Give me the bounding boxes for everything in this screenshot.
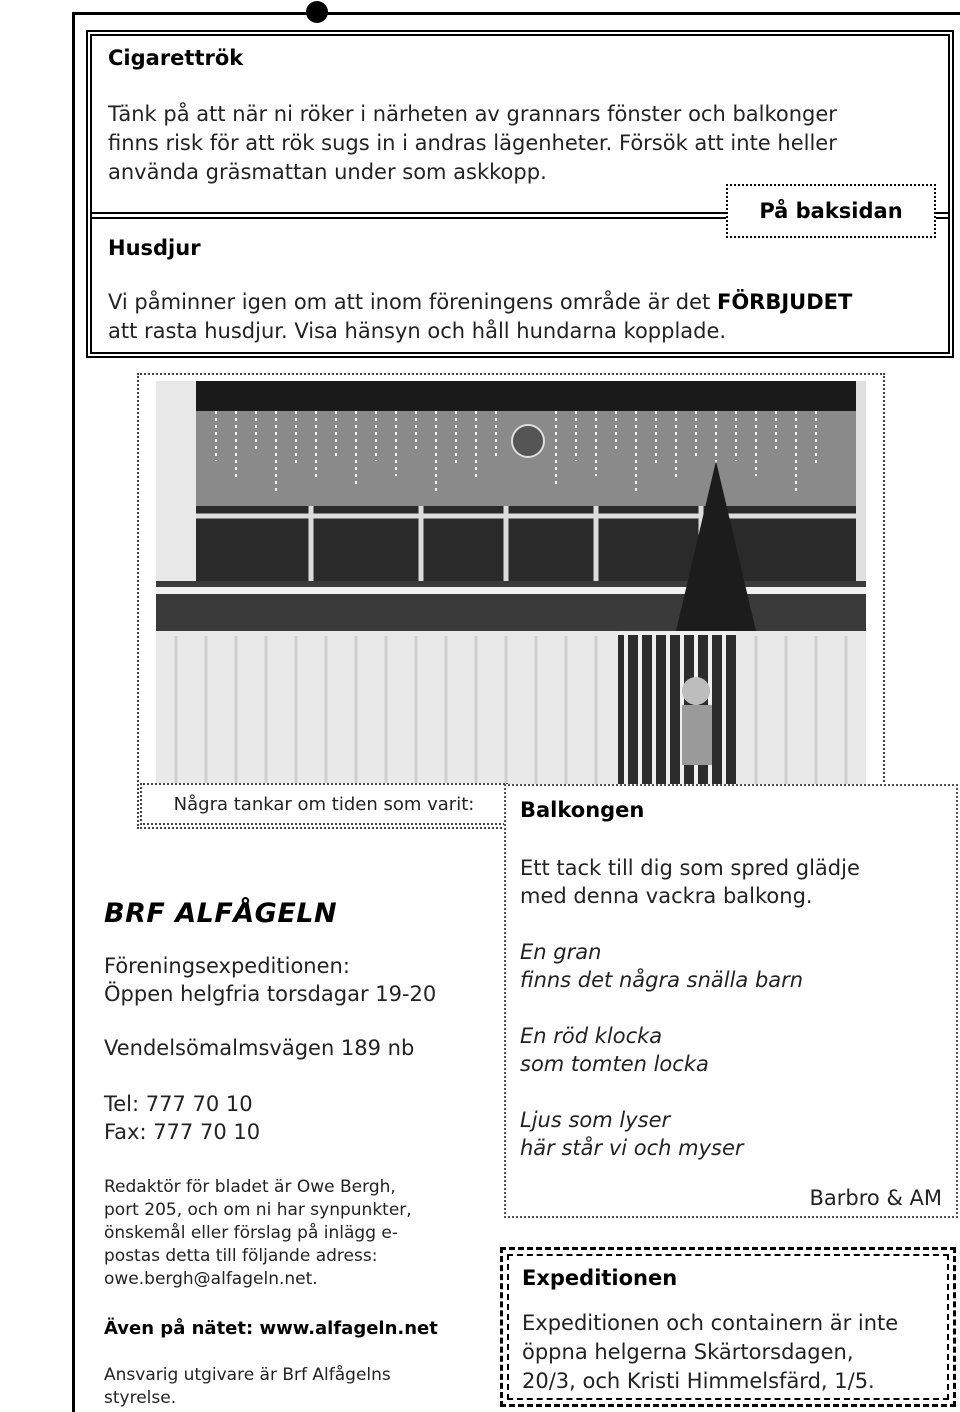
editor-email[interactable]: owe.bergh@alfageln.net. xyxy=(104,1269,318,1289)
balcony-photo-drawing xyxy=(156,381,866,794)
association-title: BRF ALFÅGELN xyxy=(104,898,338,929)
office-info xyxy=(104,952,436,1008)
cigarette-line-1: Tänk på att när ni röker i närheten av grannars fönster och balkonger xyxy=(108,102,837,126)
editor-line: önskemål eller förslag på inlägg e- xyxy=(104,1223,398,1243)
fax-number: Fax: 777 70 10 xyxy=(104,1120,261,1144)
balcony-photo xyxy=(156,381,866,794)
editor-line: port 205, och om ni har synpunkter, xyxy=(104,1200,412,1220)
poem-line: Ljus som lyser xyxy=(520,1108,671,1132)
publisher-line: styrelse. xyxy=(104,1388,177,1408)
thanks-line-2: med denna vackra balkong. xyxy=(520,884,813,908)
expedition-title: Expeditionen xyxy=(522,1266,678,1290)
poem-line: som tomten locka xyxy=(520,1052,709,1076)
poem-stanza-2 xyxy=(520,1022,940,1078)
pets-text xyxy=(108,288,948,346)
poem-line: finns det några snälla barn xyxy=(520,968,804,992)
cigarette-text xyxy=(108,100,948,187)
cigarette-line-2: finns risk för att rök sugs in i andras lägenheter. Försök att inte heller xyxy=(108,131,837,155)
balcony-title: Balkongen xyxy=(520,798,645,822)
photo-caption: Några tankar om tiden som varit: xyxy=(140,783,508,825)
poem-line: här står vi och myser xyxy=(520,1136,744,1160)
publisher-note xyxy=(104,1364,484,1410)
pets-line-1 xyxy=(108,288,948,317)
expedition-line-1: Expeditionen och containern är inte xyxy=(522,1311,899,1335)
cigarette-heading: Cigarettrök xyxy=(108,46,244,70)
expedition-line-3: 20/3, och Kristi Himmelsfärd, 1/5. xyxy=(522,1369,875,1393)
address: Vendelsömalmsvägen 189 nb xyxy=(104,1036,415,1060)
pets-line-1-text: Vi påminner igen om att inom föreningens område är det xyxy=(108,290,717,314)
phone-number: Tel: 777 70 10 xyxy=(104,1092,253,1116)
office-hours: Öppen helgfria torsdagar 19-20 xyxy=(104,982,437,1006)
poem-stanza-1 xyxy=(520,938,940,994)
frame-dot-ornament xyxy=(306,1,328,23)
balcony-box xyxy=(504,784,958,1218)
balcony-thanks xyxy=(520,854,940,910)
editor-line: postas detta till följande adress: xyxy=(104,1246,378,1266)
pets-line-2: att rasta husdjur. Visa hänsyn och håll hundarna kopplade. xyxy=(108,319,727,343)
editor-note xyxy=(104,1176,484,1291)
thanks-line-1: Ett tack till dig som spred glädje xyxy=(520,856,860,880)
forbidden-emphasis: FÖRBJUDET xyxy=(716,290,853,314)
frame-top-rule xyxy=(72,12,960,15)
frame-left-rule xyxy=(72,12,75,1412)
publisher-line: Ansvarig utgivare är Brf Alfågelns xyxy=(104,1365,391,1385)
poem-stanza-3 xyxy=(520,1106,940,1162)
editor-line: Redaktör för bladet är Owe Bergh, xyxy=(104,1177,396,1197)
expedition-text xyxy=(522,1309,947,1396)
pets-heading: Husdjur xyxy=(108,236,201,260)
contact-numbers xyxy=(104,1090,260,1146)
poem-line: En gran xyxy=(520,940,602,964)
back-page-tab: På baksidan xyxy=(726,184,936,238)
website-line[interactable]: Även på nätet: www.alfageln.net xyxy=(104,1318,438,1339)
cigarette-line-3: använda gräsmattan under som askkopp. xyxy=(108,160,547,184)
balcony-signature: Barbro & AM xyxy=(809,1186,942,1210)
expedition-line-2: öppna helgerna Skärtorsdagen, xyxy=(522,1340,854,1364)
poem-line: En röd klocka xyxy=(520,1024,663,1048)
office-label: Föreningsexpeditionen: xyxy=(104,954,350,978)
